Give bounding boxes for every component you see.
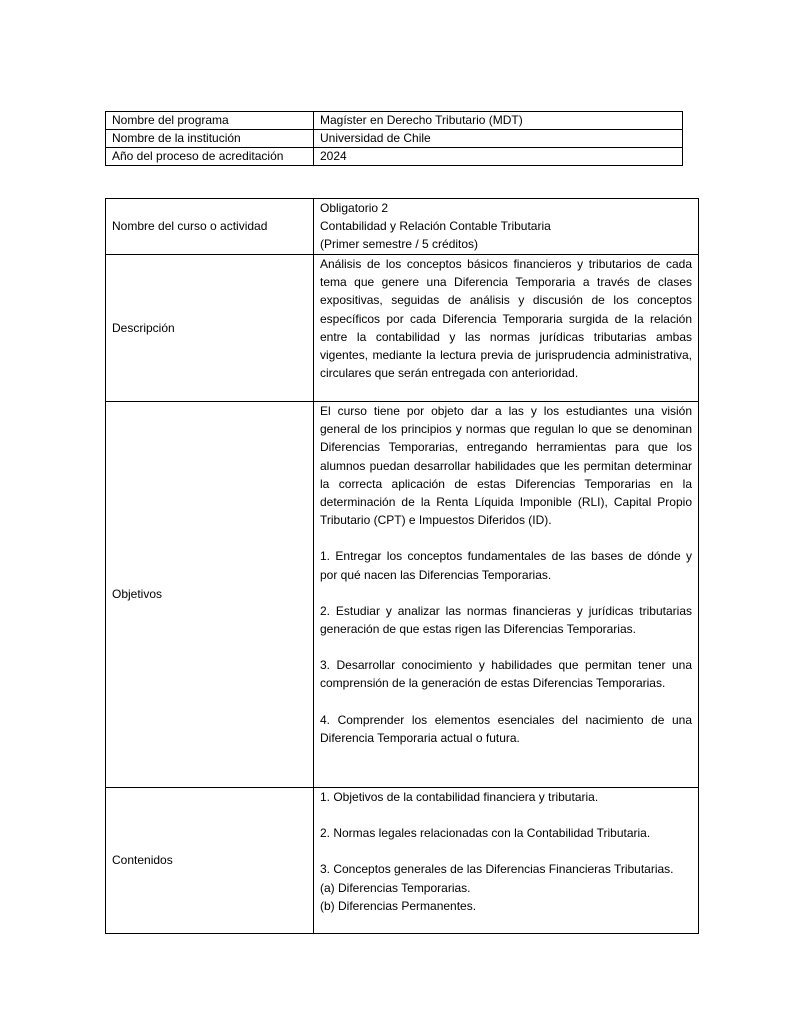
year-label: Año del proceso de acreditación — [106, 148, 314, 166]
description-label: Descripción — [106, 255, 314, 402]
objectives-intro: El curso tiene por objeto dar a las y los estudiantes una visión general de los principios y normas que regulan lo que se denominan Diferencias Temporarias, entregando herramientas para que los alumnos puedan desarrollar habilidades que les permitan determinar la correcta aplicación de estas Diferencias Temporarias en la determinación de la Renta Líquida Imponible (RLI), Capital Propio Tributario (CPT) e Impuestos Diferidos (ID). — [320, 404, 692, 528]
course-name-line: (Primer semestre / 5 créditos) — [320, 237, 479, 252]
objective-item: 1. Entregar los conceptos fundamentales de las bases de dónde y por qué nacen las Diferencias Temporarias. — [320, 549, 692, 582]
course-name-row — [106, 199, 699, 255]
institution-row — [106, 130, 683, 148]
course-name-label: Nombre del curso o actividad — [106, 199, 314, 255]
program-row — [106, 112, 683, 130]
objectives-cell — [314, 402, 699, 788]
objective-item: 3. Desarrollar conocimiento y habilidades que permitan tener una comprensión de la generación de estas Diferencias Temporarias. — [320, 658, 692, 691]
course-name-cell — [314, 199, 699, 255]
description-row — [106, 255, 699, 402]
institution-label: Nombre de la institución — [106, 130, 314, 148]
objective-item: 4. Comprender los elementos esenciales del nacimiento de una Diferencia Temporaria actual o futura. — [320, 712, 692, 745]
description-cell — [314, 255, 699, 402]
program-label: Nombre del programa — [106, 112, 314, 130]
contents-cell — [314, 788, 699, 934]
contents-subitem: (b) Diferencias Permanentes. — [320, 898, 477, 913]
course-table — [105, 198, 699, 934]
objectives-label: Objetivos — [106, 402, 314, 788]
contents-item: 1. Objetivos de la contabilidad financiera y tributaria. — [320, 790, 599, 804]
year-row — [106, 148, 683, 166]
year-value: 2024 — [314, 148, 683, 166]
course-name-line: Obligatorio 2 — [320, 201, 389, 215]
contents-item: 2. Normas legales relacionadas con la Contabilidad Tributaria. — [320, 826, 651, 841]
objectives-row — [106, 402, 699, 788]
program-value: Magíster en Derecho Tributario (MDT) — [314, 112, 683, 130]
contents-row — [106, 788, 699, 934]
description-text: Análisis de los conceptos básicos financieros y tributarios de cada tema que genere una Diferencia Temporaria a través de clases expositivas, seguidas de análisis y discusión de los conceptos específicos por cada Diferencia Temporaria surgida de la relación entre la contabilidad y las normas jurídicas tributarias ambas vigentes, mediante la lectura previa de jurisprudencia administrativa, circulares que serán entregada con anterioridad. — [320, 257, 692, 381]
program-info-table — [105, 111, 683, 166]
contents-item: 3. Conceptos generales de las Diferencias Financieras Tributarias. — [320, 862, 674, 877]
contents-label: Contenidos — [106, 788, 314, 934]
contents-subitem: (a) Diferencias Temporarias. — [320, 880, 471, 895]
course-name-line: Contabilidad y Relación Contable Tributaria — [320, 219, 551, 234]
institution-value: Universidad de Chile — [314, 130, 683, 148]
objective-item: 2. Estudiar y analizar las normas financieras y jurídicas tributarias generación de que estas rigen las Diferencias Temporarias. — [320, 603, 692, 637]
